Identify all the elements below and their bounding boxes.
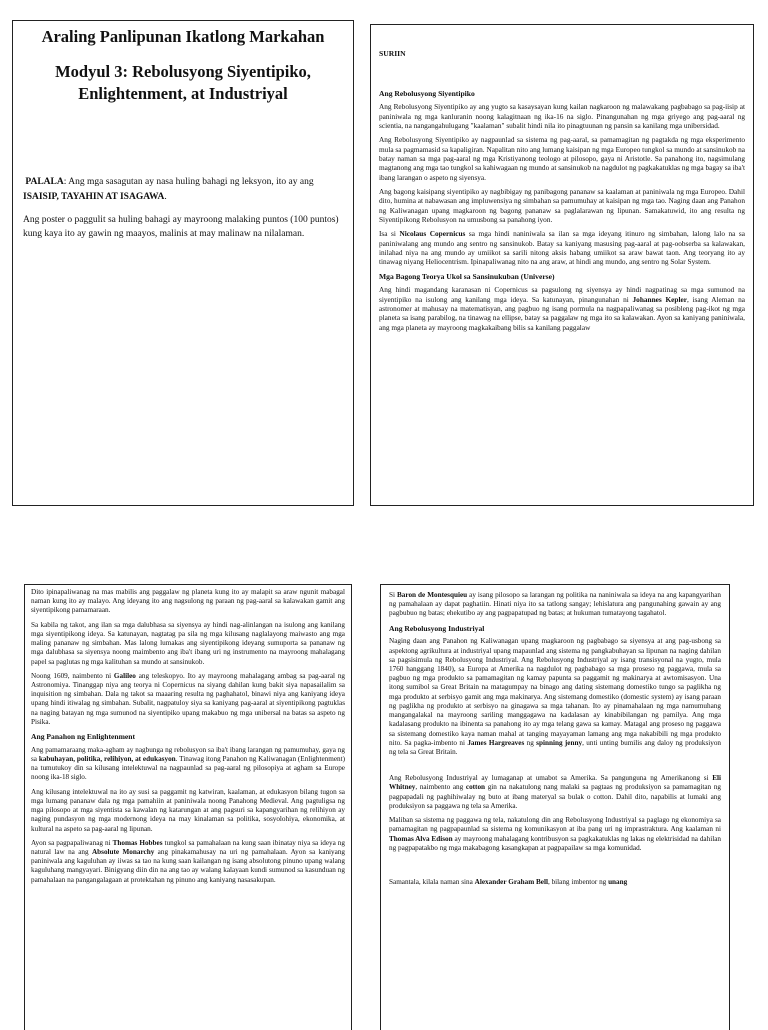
text: Samantala, kilala naman sina bbox=[389, 877, 475, 886]
text: Ang hindi magandang karanasan ni Copernicus sa pagsulong ng siyensya ay hindi nagpatinag sa mga sumunod na siyentipiko na isulong ang kanilang mga ideya. Sa katunayan, pinangunahan ni bbox=[379, 285, 745, 304]
bold-text: cotton bbox=[465, 783, 486, 792]
paragraph bbox=[31, 746, 345, 783]
poster-note: Ang poster o paggulit sa huling bahagi ay mayroong malaking puntos (100 puntos) kung kaya ito ay gawin ng maayos, malinis at may malinaw na nilalaman. bbox=[23, 214, 339, 240]
text: tungkol sa pamahalaan na kung saan ibinatay niya sa ideya ng natural law na ang bbox=[31, 838, 345, 856]
paragraph bbox=[389, 774, 721, 811]
paragraph bbox=[389, 816, 721, 853]
text: Isa si bbox=[379, 229, 400, 239]
paragraph bbox=[379, 285, 745, 332]
paragraph: Ang bagong kaisipang siyentipiko ay nagbibigay ng panibagong pananaw sa kaalaman at paniniwala ng mga Europeo. Dahil dito, humina at nabawasan ang impluwensiya ng simbahan sa pamumuhay at kaisipan ng mga tao. Naging daan ang Panahon ng Kaliwanagan upang magkaroon ng bagong pananaw sa paglalarawan ng lipunan. Samakatuwid, ito ang resulta ng Siyentipikong Rebolusyon na umusbong sa panahong iyon. bbox=[379, 187, 745, 225]
enlightenment-panel bbox=[24, 584, 352, 1030]
text: ay isang pilosopo sa larangan ng politika na naniniwala sa ideya na ang kapangyarihan ng pamahalaan ay dapat paghatiin. Hinati niya ito sa tatlong sangay; lehislatura ang pangunahing gawain ay ang pagbubuo ng batas; ehekutibo ay ang pagpapatupad ng batas; at hukuman tumatayong tagahatol. bbox=[389, 591, 721, 618]
name-kepler: Johannes Kepler bbox=[632, 294, 687, 304]
text: Maliban sa sistema ng paggawa ng tela, nakatulong din ang Rebolusyong Industriyal sa paglago ng ekonomiya sa pamamagitan ng pagpapaunlad sa sistema ng komunikasyon at iba pang uri ng imprastraktura. Ang kaalaman ni bbox=[389, 816, 721, 834]
palala-bold: ISAISIP, TAYAHIN AT ISAGAWA bbox=[23, 192, 165, 203]
text: . Tinawag itong Panahon ng Kaliwanagan (Enlightenment) na tumutukoy din sa kilusang intelektuwal na nagpaunlad sa pag-aaral ng pilosopiya at agham sa Europe noong ika-18 siglo. bbox=[31, 755, 345, 782]
text: , bilang imbentor ng bbox=[547, 877, 609, 886]
bold-text: Absolute Monarchy bbox=[91, 847, 155, 856]
name-edison: Thomas Alva Edison bbox=[389, 834, 453, 843]
paragraph bbox=[31, 839, 345, 885]
text: ang pinakamahusay na uri ng pamahalaan. Ayon sa kaniyang paniniwala ang kaguluhan ay iiwas sa tao na kung saan kailangan ng isang absolutong pinuno upang walang kaguluhang mangyayari. Binigyang diin din na ang tao ay walang kalayaan kundi sumunod sa kasunduan ng pamahalaan na pangangalagaan at protektahan ng pinuno ang kaniyang nasasakupan. bbox=[31, 847, 346, 884]
paragraph: Ang kilusang intelektuwal na ito ay susi sa paggamit ng katwiran, kaalaman, at edukasyon bilang tugon sa mga lumang pananaw dala ng mga pamahiin at paniniwala noong Panahong Medieval. Ang pagtuligsa ng mga pilosopo at mga siyentista sa kawalan ng katarungan at ang pagsuri sa kapangyarihan ng relihiyon ay naging pundasyon ng mga modernong ideya na may kinalaman sa politika, sosyolohiya, ekonomika, at kultural na aspeto sa pag-aaral ng lipunan. bbox=[31, 787, 345, 833]
paragraph: Dito ipinapaliwanag na mas mabilis ang paggalaw ng planeta kung ito ay malapit sa araw ngunit mabagal naman kung ito ay malayo. Ang ideyang ito ang nagsulong ng paraan ng pag-aaral sa kalawakan gamit ang siyentipikong pamamaraan. bbox=[31, 588, 345, 615]
name-bell: Alexander Graham Bell bbox=[474, 877, 548, 886]
name-montesquieu: Baron de Montesquieu bbox=[397, 591, 468, 599]
text: ang teleskopyo. Ito ay mayroong mahalagang ambag sa pag-aaral ng Astronomiya. Tinanggap niya ang teorya ni Copernicus na siyang dahilan kung bakit siya napasailalim sa inquisition ng simbahan. Dala ng takot sa maaaring resulta ng paghahatol, binawi niya ang kaniyang ideya upang hindi itiwalag ng simbahan. Subalit, nagpatuloy siya sa kaniyang pag-aaral at siyentipikong pagtuklas na naging batayan ng mga sumunod na siyentipiko upang makabuo ng mga unibersal na batas sa aspeto ng Pisika. bbox=[31, 671, 346, 726]
paragraph: Ang Rebolusyong Siyentipiko ay ang yugto sa kasaysayan kung kailan nagkaroon ng malawakang pagbabago sa pag-iisip at paniniwala ng mga kanluranin noong kalagitnaan ng ika-16 na siglo. Pinangunahan ng mga griyego ang pag-aaral ng scientia, na nangangahulugang "kaalaman" subalit hindi nila ito pinagtuunan ng pansin sa kanilang mga unibersidad. bbox=[379, 102, 745, 131]
text: Naging daan ang Panahon ng Kaliwanagan upang magkaroon ng pagbabago sa siyensya at ang pag-usbong sa aspektong agrikultura at industriyal upang mapaunlad ang sistema ng pangkabuhayan sa lipunan na naging dahilan sa pagsisimula ng Rebolusyong Industriyal. Ang Rebolusyong Industriyal ay isang transisyonal na yugto, mula 1760 hanggang 1840), sa Europa at Amerika na nagdulot ng pagbabago sa mga proseso ng paggawa, mula sa pagbuo ng mga produkto sa pamamagitan ng kamay papunta sa paggamit ng makinarya at awtomisasyon. Una itong sumibol sa Great Britain na matagumpay na binago ang dating sistemang domestiko tungo sa paglikha ng mga produkto at serbisyo gamit ang mga makinarya. Ang sistemang domestiko (domestic system) ay isang paraan ng paglikha ng produkto at serbisyo na ginagawa sa mga tahanan. Ito ay pinamahalaan ng mga namumuhang mangangalakal na mayroong sariling manggagawa na kadalasan ay kinabibilangan ng pamilya. Ang mga kadalasang produkto na ibinenta sa panahong ito ay mga telang gawa sa kamay. Matagal ang proseso ng paggawa sa sistemang domestiko kaya naman mahal at tanging mayayaman lamang ang mga nakabibili ng mga produkto nito. Sa pagka-imbento ni bbox=[389, 637, 721, 747]
paragraph bbox=[31, 672, 345, 727]
text: ng bbox=[524, 738, 537, 747]
industriyal-panel bbox=[380, 584, 730, 1030]
text: Ang Rebolusyong Industriyal ay lumaganap at umabot sa Amerika. Sa pangunguna ng Amerikanong si bbox=[389, 774, 713, 783]
name-copernicus: Nicolaus Copernicus bbox=[399, 229, 466, 239]
text: Noong 1609, naimbento ni bbox=[31, 671, 114, 680]
paragraph bbox=[389, 591, 721, 619]
name-hargreaves: James Hargreaves bbox=[467, 738, 525, 747]
name-hobbes: Thomas Hobbes bbox=[112, 838, 163, 847]
bold-text: unang bbox=[608, 877, 628, 886]
name-whitney: Eli Whitney bbox=[389, 774, 721, 792]
paragraph bbox=[389, 637, 721, 757]
text: , naimbento ang bbox=[415, 783, 466, 792]
text: Ayon sa pagpapaliwanag ni bbox=[31, 838, 113, 847]
heading-rebolusyong-siyentipiko: Ang Rebolusyong Siyentipiko bbox=[379, 88, 475, 98]
text: Si bbox=[389, 591, 397, 599]
spacer bbox=[389, 858, 721, 878]
text: ay mayroong mahalagang kontribusyon sa pagkakatuklas ng lakas ng elektrisidad na dahilan ng pagpapatakbo ng mga makabagong kasangkapan at pagpapailaw sa mga komunidad. bbox=[389, 834, 721, 852]
text: , unti unting bumilis ang daloy ng produksiyon ng tela sa Great Britain. bbox=[389, 738, 722, 756]
section-heading: SURIIN bbox=[379, 49, 406, 58]
palala-text: : Ang mga sasagutan ay nasa huling bahagi ng leksyon, ito ay ang bbox=[63, 177, 314, 188]
text: , isang Aleman na astronomer at mahusay na matematisyan, ang pagbuo ng isang pormula na nagpapaliwanag sa posibleng pag-ikot ng mga planeta sa isang parabilog, na tinawag na ellipse, batay sa paggalaw ng mga ito sa kalawakan. Ayon sa kaniyang paniniwala, ang mga planeta ay mayroong magkakaibang bilis sa kanilang paggalaw bbox=[379, 294, 745, 332]
module-title: Modyul 3: Rebolusyong Siyentipiko, Enlightenment, at Industriyal bbox=[55, 61, 311, 104]
text: sa mga hindi naniniwala sa ilan sa mga ideyang itinuro ng simbahan, lalong lalo na sa paniniwalang ang mundo ang sentro ng sansinukob. Batay sa kaniyang masusing pag-aaral at pag-oobserba sa kalawakan, inilahad niya na ang mundo ay umiikot sa sarili nitong aksis habang umiikot sa araw bawat taon. Ang teoryang ito ay tinawag niyang Heliocentrism. Ipinapaliwanag nito na ang araw, at hindi ang mundo, ang sentro ng Solar System. bbox=[379, 229, 745, 267]
paragraph bbox=[379, 229, 745, 266]
cover-panel bbox=[12, 20, 354, 506]
paragraph: Ang Rebolusyong Siyentipiko ay nagpaunlad sa sistema ng pag-aaral, sa pamamagitan ng pagtakda ng mga eksperimento mula sa pagmamasid sa kapaligiran. Napalitan nito ang lumang kaisipan ng mga Europeo tungkol sa mundo at sansinukob na batay naman sa mga pag-aaral ng mga Kristiyanong teologo at pilosopo, gaya ni Aristotle. Sa panahong ito, nagsimulang magtanong ang mga tao tungkol sa kahiwagaan ng mundo at sansinukob na nagdulot ng pagkakatuklas ng mga bagay sa iba't ibang larangan o aspeto ng siyensya. bbox=[379, 135, 745, 182]
name-galileo: Galileo bbox=[113, 671, 136, 680]
heading-bagong-teorya: Mga Bagong Teorya Ukol sa Sansinukuban (Universe) bbox=[379, 271, 555, 281]
bold-text: spinning jenny bbox=[536, 738, 583, 747]
text: Ang pamamaraang maka-agham ay nagbunga ng rebolusyon sa iba't ibang larangan ng pamumuhay, gaya ng sa bbox=[31, 745, 345, 763]
palala-note bbox=[23, 175, 343, 204]
suriin-panel bbox=[370, 24, 754, 506]
spacer bbox=[389, 762, 721, 774]
heading-rebolusyong-industriyal: Ang Rebolusyong Industriyal bbox=[389, 623, 485, 633]
palala-end: . bbox=[164, 192, 167, 203]
paragraph bbox=[389, 878, 721, 887]
paragraph: Sa kabila ng takot, ang ilan sa mga dalubhasa sa siyensya ay hindi nag-alinlangan na isulong ang kanilang mga siyentipikong ideya. Sa katunayan, nagtatag pa sila ng mga kilusang naglalayong maiwasto ang mga maling pananaw ng simbahan. Mas lalong lumakas ang siyentipikong ideyang sumuporta sa pananaw ng mga dalubhasa sa siyensya noong maimbento ang iba't ibang uri ng instrumento na mayroong mahalagang papel sa paglutas ng mga kalituhan sa mundo at sansinukob. bbox=[31, 620, 345, 666]
heading-enlightenment: Ang Panahon ng Enlightenment bbox=[31, 732, 136, 742]
text: gin na nakatulong nang malaki sa pagtaas ng produksiyon sa pamamagitan ng pagpapadali ng paghihiwalay ng buto at ibang materyal sa bulak o cotton. Dahil dito, napabilis at lumaki ang produksiyon sa paggawa ng tela sa Amerika. bbox=[389, 783, 722, 810]
bold-text: kabuhayan, politika, relihiyon, at edukasyon bbox=[38, 755, 176, 763]
palala-label: PALALA bbox=[25, 177, 64, 188]
cover-title: Araling Panlipunan Ikatlong Markahan bbox=[41, 27, 325, 46]
